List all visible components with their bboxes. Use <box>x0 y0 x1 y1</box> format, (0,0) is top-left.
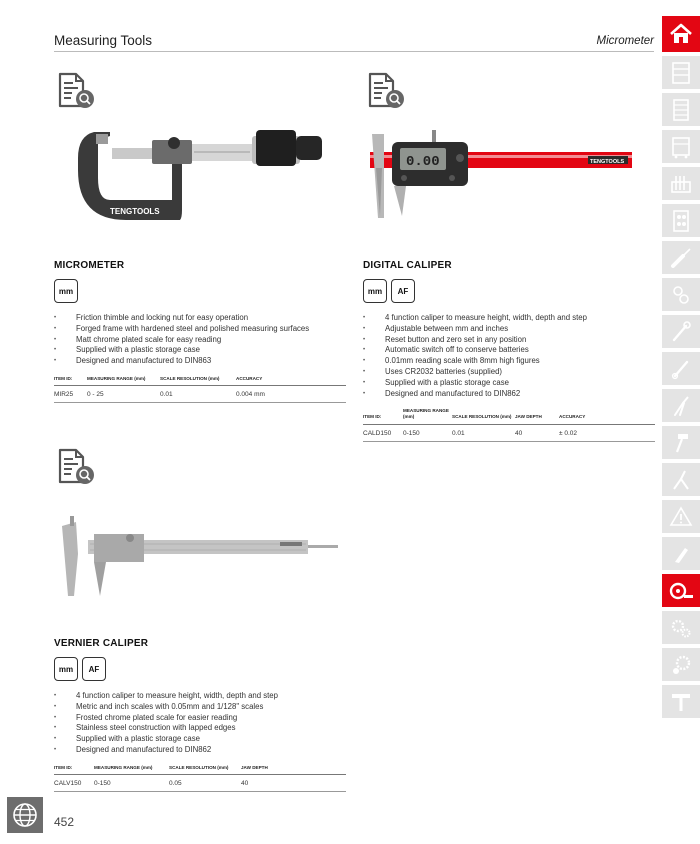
list-item: • 0.01mm reading scale with 8mm high figures <box>363 356 655 367</box>
micrometer-title: MICROMETER <box>54 260 125 271</box>
table-header: MEASURING RANGE (mm) <box>403 408 452 424</box>
table-cell: CALV150 <box>54 775 94 792</box>
tab-spanner[interactable] <box>662 352 700 385</box>
table-header: ITEM ID: <box>54 376 87 386</box>
tab-toolbox[interactable] <box>662 56 700 89</box>
tab-tool-cabinet[interactable] <box>662 130 700 163</box>
list-item: • Automatic switch off to conserve batteries <box>363 345 655 356</box>
table-row <box>54 775 346 792</box>
caliper-brand-text: TENGTOOLS <box>590 159 625 165</box>
list-item: • Reset button and zero set in any position <box>363 335 655 346</box>
tab-sockets[interactable] <box>662 278 700 311</box>
list-item: • Supplied with a plastic storage case <box>54 345 354 356</box>
mm-badge: mm <box>54 657 78 681</box>
table-row <box>54 386 346 403</box>
table-cell: 40 <box>515 424 559 441</box>
digital-caliper-title: DIGITAL CALIPER <box>363 260 452 271</box>
list-item: • Stainless steel construction with lapped edges <box>54 723 354 734</box>
list-item: • Supplied with a plastic storage case <box>54 734 354 745</box>
table-cell: ± 0.02 <box>559 424 655 441</box>
hammer-icon <box>669 431 693 455</box>
tab-pliers[interactable] <box>662 389 700 422</box>
tab-tool-set[interactable] <box>662 167 700 200</box>
tab-home[interactable] <box>662 16 700 52</box>
knife-icon <box>669 542 693 566</box>
list-item: • Metric and inch scales with 0.05mm and 1/128" scales <box>54 702 354 713</box>
tab-gears[interactable] <box>662 611 700 644</box>
warning-icon <box>669 505 693 529</box>
chapter-sidebar <box>662 16 700 722</box>
document-search-icon[interactable] <box>56 72 96 112</box>
digital-caliper-features <box>363 313 655 399</box>
page-title: Measuring Tools <box>54 33 153 48</box>
caliper-display-reading: 0.00 <box>406 154 440 170</box>
list-item: • Supplied with a plastic storage case <box>363 378 655 389</box>
table-header: MEASURING RANGE (mm) <box>87 376 160 386</box>
list-item: • Matt chrome plated scale for easy reading <box>54 335 354 346</box>
table-cell: 0 - 25 <box>87 386 160 403</box>
micrometer-features <box>54 313 354 367</box>
workbench-icon <box>669 690 693 714</box>
list-item: • 4 function caliper to measure height, width, depth and step <box>54 691 354 702</box>
vernier-caliper-title: VERNIER CALIPER <box>54 638 149 649</box>
globe-icon <box>12 802 38 828</box>
list-item: • Designed and manufactured to DIN863 <box>54 356 354 367</box>
document-search-icon[interactable] <box>366 72 406 112</box>
screwdriver-icon <box>669 246 693 270</box>
list-item: • Adjustable between mm and inches <box>363 324 655 335</box>
table-header: ACCURACY <box>559 408 655 424</box>
digital-caliper-spec-table <box>363 408 655 442</box>
table-cell: 0.01 <box>160 386 236 403</box>
micrometer-brand-text: TENGTOOLS <box>110 207 160 216</box>
table-cell: 0-150 <box>403 424 452 441</box>
table-header: JAW DEPTH <box>241 765 346 775</box>
micrometer-image <box>70 118 330 230</box>
header-divider <box>54 51 654 52</box>
list-item: • Designed and manufactured to DIN862 <box>54 745 354 756</box>
globe-button[interactable] <box>7 797 43 833</box>
tab-tape-measure[interactable] <box>662 574 700 607</box>
tool-cabinet-icon <box>670 135 692 159</box>
tab-power-tool[interactable] <box>662 648 700 681</box>
tab-warning[interactable] <box>662 500 700 533</box>
list-item: • Frosted chrome plated scale for easier reading <box>54 713 354 724</box>
table-header: SCALE RESOLUTION (mm) <box>169 765 241 775</box>
document-search-icon[interactable] <box>56 448 96 488</box>
page-number: 452 <box>54 815 75 829</box>
af-badge: AF <box>82 657 106 681</box>
tab-knife[interactable] <box>662 537 700 570</box>
table-header: ACCURACY <box>236 376 346 386</box>
pliers-icon <box>669 394 693 418</box>
tab-hammer[interactable] <box>662 426 700 459</box>
digital-caliper-image <box>366 128 656 220</box>
list-item: • Forged frame with hardened steel and polished measuring surfaces <box>54 324 354 335</box>
table-header: ITEM ID: <box>363 408 403 424</box>
section-name: Micrometer <box>596 35 654 47</box>
table-cell: 0.05 <box>169 775 241 792</box>
tape-measure-icon <box>668 581 694 601</box>
tab-screwdriver[interactable] <box>662 241 700 274</box>
socket-set-icon <box>670 209 692 233</box>
gears-icon <box>669 616 693 640</box>
toolbox-icon <box>670 61 692 85</box>
table-header: ITEM ID: <box>54 765 94 775</box>
micrometer-spec-table <box>54 376 346 403</box>
home-icon <box>669 23 693 45</box>
table-header: MEASURING RANGE (mm) <box>94 765 169 775</box>
sockets-icon <box>669 283 693 307</box>
tab-wrench[interactable] <box>662 315 700 348</box>
vernier-caliper-features <box>54 691 354 756</box>
table-header: SCALE RESOLUTION (mm) <box>160 376 236 386</box>
wrench-icon <box>669 320 693 344</box>
list-item: • 4 function caliper to measure height, width, depth and step <box>363 313 655 324</box>
table-cell: MIR25 <box>54 386 87 403</box>
tool-set-icon <box>669 172 693 196</box>
table-header: SCALE RESOLUTION (mm) <box>452 408 515 424</box>
table-cell: 0-150 <box>94 775 169 792</box>
af-badge: AF <box>391 279 415 303</box>
table-row <box>363 424 655 441</box>
micrometer-badges <box>54 279 78 303</box>
power-tool-icon <box>669 653 693 677</box>
spanner-icon <box>669 357 693 381</box>
vernier-caliper-image <box>58 512 342 602</box>
tab-workbench[interactable] <box>662 685 700 718</box>
list-item: • Friction thimble and locking nut for easy operation <box>54 313 354 324</box>
vernier-caliper-spec-table <box>54 765 346 792</box>
mm-badge: mm <box>54 279 78 303</box>
plier-cutter-icon <box>669 468 693 492</box>
table-header: JAW DEPTH <box>515 408 559 424</box>
tab-plier-cutter[interactable] <box>662 463 700 496</box>
table-cell: 0.004 mm <box>236 386 346 403</box>
list-item: • Designed and manufactured to DIN862 <box>363 389 655 400</box>
table-cell: 0.01 <box>452 424 515 441</box>
list-item: • Uses CR2032 batteries (supplied) <box>363 367 655 378</box>
table-cell: 40 <box>241 775 346 792</box>
table-cell: CALD150 <box>363 424 403 441</box>
tab-tool-chest[interactable] <box>662 93 700 126</box>
vernier-caliper-badges <box>54 657 106 681</box>
tool-chest-icon <box>670 98 692 122</box>
mm-badge: mm <box>363 279 387 303</box>
tab-socket-set[interactable] <box>662 204 700 237</box>
digital-caliper-badges <box>363 279 415 303</box>
